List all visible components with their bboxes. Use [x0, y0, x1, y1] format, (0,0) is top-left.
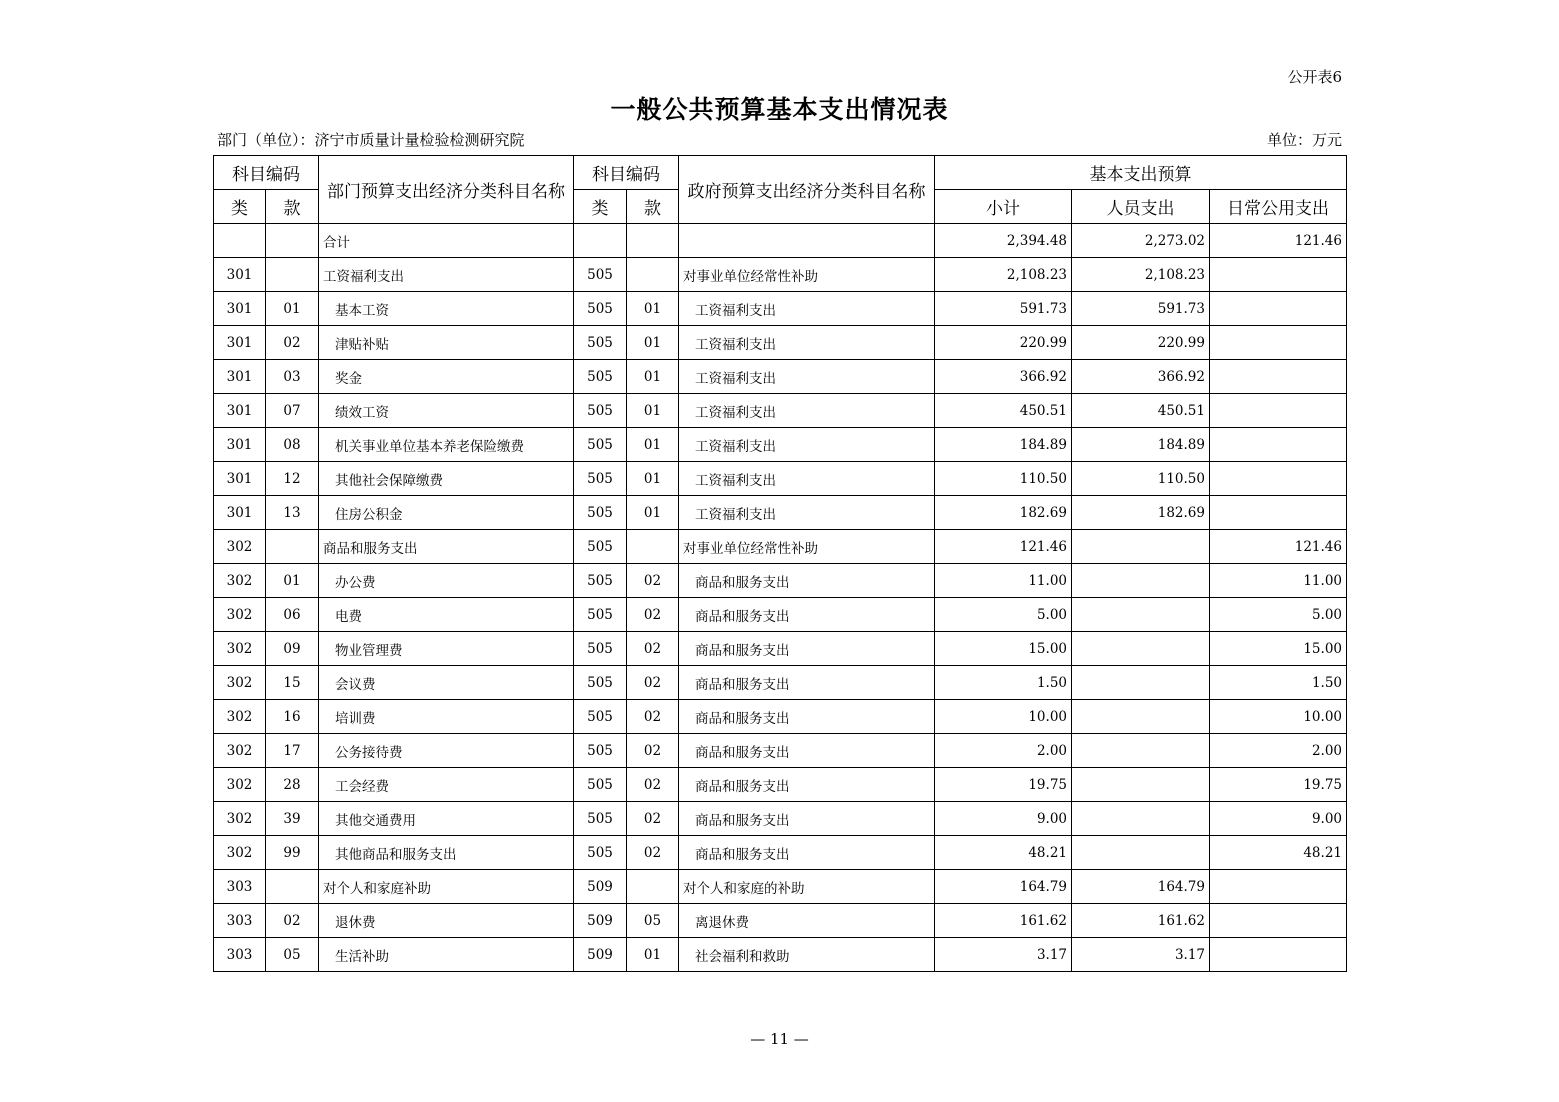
cell-item-2: 02: [627, 802, 679, 836]
cell-public: [1210, 292, 1347, 326]
cell-class-2: 505: [574, 258, 627, 292]
cell-item-2: [627, 224, 679, 258]
cell-subtotal: 15.00: [935, 632, 1072, 666]
cell-gov-name: 工资福利支出: [679, 462, 935, 496]
cell-public: 48.21: [1210, 836, 1347, 870]
table-row: [214, 462, 1347, 496]
cell-personnel: 3.17: [1072, 938, 1210, 972]
cell-class-1: 302: [214, 632, 266, 666]
cell-public: [1210, 938, 1347, 972]
table-row: [214, 802, 1347, 836]
cell-class-2: 505: [574, 292, 627, 326]
table-row: [214, 292, 1347, 326]
cell-class-2: 505: [574, 768, 627, 802]
cell-item-2: 01: [627, 394, 679, 428]
table-row: [214, 496, 1347, 530]
cell-personnel: 161.62: [1072, 904, 1210, 938]
table-row: [214, 836, 1347, 870]
cell-gov-name: 工资福利支出: [679, 292, 935, 326]
cell-dept-name: 奖金: [319, 360, 574, 394]
table-row: [214, 428, 1347, 462]
cell-personnel: 450.51: [1072, 394, 1210, 428]
cell-personnel: 164.79: [1072, 870, 1210, 904]
cell-dept-name: 工资福利支出: [319, 258, 574, 292]
cell-gov-name: 对个人和家庭的补助: [679, 870, 935, 904]
table-row: [214, 360, 1347, 394]
cell-item-2: 05: [627, 904, 679, 938]
cell-item-1: 28: [266, 768, 319, 802]
cell-dept-name: 商品和服务支出: [319, 530, 574, 564]
cell-public: 1.50: [1210, 666, 1347, 700]
cell-class-1: 303: [214, 904, 266, 938]
cell-dept-name: 办公费: [319, 564, 574, 598]
cell-dept-name: 机关事业单位基本养老保险缴费: [319, 428, 574, 462]
cell-item-1: 15: [266, 666, 319, 700]
cell-class-1: 302: [214, 666, 266, 700]
cell-class-1: 301: [214, 428, 266, 462]
cell-class-2: 505: [574, 632, 627, 666]
cell-dept-name: 会议费: [319, 666, 574, 700]
cell-class-1: 303: [214, 870, 266, 904]
table-number: 公开表6: [1287, 68, 1342, 86]
cell-item-2: [627, 258, 679, 292]
cell-personnel: [1072, 530, 1210, 564]
cell-class-1: 302: [214, 734, 266, 768]
cell-subtotal: 450.51: [935, 394, 1072, 428]
cell-class-1: 303: [214, 938, 266, 972]
table-row: [214, 598, 1347, 632]
cell-subtotal: 366.92: [935, 360, 1072, 394]
header-dept-name: 部门预算支出经济分类科目名称: [319, 156, 574, 224]
cell-class-2: 509: [574, 938, 627, 972]
cell-public: 11.00: [1210, 564, 1347, 598]
cell-class-1: [214, 224, 266, 258]
cell-item-2: 02: [627, 632, 679, 666]
cell-item-1: 03: [266, 360, 319, 394]
cell-item-2: 01: [627, 496, 679, 530]
cell-item-2: 02: [627, 836, 679, 870]
cell-gov-name: 离退休费: [679, 904, 935, 938]
cell-gov-name: 商品和服务支出: [679, 836, 935, 870]
header-subtotal: 小计: [935, 190, 1072, 224]
table-row: [214, 666, 1347, 700]
cell-subtotal: 220.99: [935, 326, 1072, 360]
cell-class-1: 302: [214, 564, 266, 598]
cell-dept-name: 退休费: [319, 904, 574, 938]
cell-dept-name: 其他商品和服务支出: [319, 836, 574, 870]
cell-personnel: [1072, 802, 1210, 836]
cell-gov-name: 工资福利支出: [679, 428, 935, 462]
cell-personnel: [1072, 734, 1210, 768]
cell-class-2: 505: [574, 802, 627, 836]
cell-item-2: [627, 870, 679, 904]
cell-dept-name: 合计: [319, 224, 574, 258]
cell-item-2: 02: [627, 768, 679, 802]
table-row: [214, 326, 1347, 360]
cell-dept-name: 工会经费: [319, 768, 574, 802]
cell-class-2: 509: [574, 870, 627, 904]
cell-personnel: 182.69: [1072, 496, 1210, 530]
cell-public: 10.00: [1210, 700, 1347, 734]
cell-item-2: 01: [627, 292, 679, 326]
cell-subtotal: 11.00: [935, 564, 1072, 598]
cell-class-1: 301: [214, 360, 266, 394]
header-personnel: 人员支出: [1072, 190, 1210, 224]
cell-subtotal: 3.17: [935, 938, 1072, 972]
cell-dept-name: 基本工资: [319, 292, 574, 326]
department-label: 部门（单位）：济宁市质量计量检验检测研究院: [217, 131, 525, 149]
cell-item-2: 02: [627, 734, 679, 768]
header-class-1: 类: [214, 190, 266, 224]
cell-personnel: [1072, 768, 1210, 802]
cell-gov-name: 对事业单位经常性补助: [679, 258, 935, 292]
cell-item-2: 01: [627, 938, 679, 972]
header-item-2: 款: [627, 190, 679, 224]
cell-subtotal: 591.73: [935, 292, 1072, 326]
cell-gov-name: 工资福利支出: [679, 394, 935, 428]
cell-class-1: 301: [214, 292, 266, 326]
header-public: 日常公用支出: [1210, 190, 1347, 224]
cell-item-1: 13: [266, 496, 319, 530]
cell-item-1: 01: [266, 564, 319, 598]
cell-personnel: [1072, 598, 1210, 632]
cell-gov-name: 商品和服务支出: [679, 564, 935, 598]
cell-item-2: 01: [627, 428, 679, 462]
cell-class-2: 505: [574, 394, 627, 428]
cell-dept-name: 其他交通费用: [319, 802, 574, 836]
cell-item-1: [266, 530, 319, 564]
cell-item-1: 06: [266, 598, 319, 632]
cell-item-2: 01: [627, 326, 679, 360]
cell-public: [1210, 496, 1347, 530]
cell-subtotal: 10.00: [935, 700, 1072, 734]
cell-public: [1210, 428, 1347, 462]
table-row: [214, 938, 1347, 972]
cell-public: 19.75: [1210, 768, 1347, 802]
cell-class-2: 505: [574, 462, 627, 496]
cell-dept-name: 对个人和家庭补助: [319, 870, 574, 904]
cell-item-2: 02: [627, 564, 679, 598]
cell-class-2: 505: [574, 530, 627, 564]
cell-gov-name: 工资福利支出: [679, 496, 935, 530]
cell-personnel: [1072, 666, 1210, 700]
cell-personnel: 366.92: [1072, 360, 1210, 394]
cell-class-1: 302: [214, 700, 266, 734]
cell-subtotal: 9.00: [935, 802, 1072, 836]
cell-public: 9.00: [1210, 802, 1347, 836]
cell-public: 15.00: [1210, 632, 1347, 666]
cell-class-2: 505: [574, 564, 627, 598]
cell-class-2: 505: [574, 700, 627, 734]
cell-class-1: 302: [214, 802, 266, 836]
table-row: [214, 632, 1347, 666]
cell-dept-name: 电费: [319, 598, 574, 632]
cell-item-2: [627, 530, 679, 564]
table-row: [214, 564, 1347, 598]
cell-class-2: 505: [574, 496, 627, 530]
cell-gov-name: 商品和服务支出: [679, 598, 935, 632]
cell-subtotal: 19.75: [935, 768, 1072, 802]
table-row: [214, 700, 1347, 734]
cell-dept-name: 培训费: [319, 700, 574, 734]
cell-class-1: 301: [214, 394, 266, 428]
cell-gov-name: 商品和服务支出: [679, 768, 935, 802]
cell-gov-name: [679, 224, 935, 258]
header-code-group-1: 科目编码: [214, 156, 319, 190]
cell-dept-name: 绩效工资: [319, 394, 574, 428]
cell-item-1: [266, 870, 319, 904]
header-basic-budget: 基本支出预算: [935, 156, 1347, 190]
cell-gov-name: 商品和服务支出: [679, 802, 935, 836]
header-code-group-2: 科目编码: [574, 156, 679, 190]
cell-public: 2.00: [1210, 734, 1347, 768]
table-body: [214, 224, 1347, 972]
cell-item-1: 16: [266, 700, 319, 734]
cell-subtotal: 110.50: [935, 462, 1072, 496]
cell-personnel: [1072, 836, 1210, 870]
cell-gov-name: 社会福利和救助: [679, 938, 935, 972]
cell-item-1: 02: [266, 904, 319, 938]
cell-item-1: [266, 258, 319, 292]
cell-dept-name: 生活补助: [319, 938, 574, 972]
cell-subtotal: 2,394.48: [935, 224, 1072, 258]
table-row: [214, 870, 1347, 904]
budget-table: [213, 155, 1347, 972]
cell-personnel: 184.89: [1072, 428, 1210, 462]
cell-public: [1210, 904, 1347, 938]
cell-item-1: 17: [266, 734, 319, 768]
cell-personnel: [1072, 632, 1210, 666]
cell-gov-name: 商品和服务支出: [679, 666, 935, 700]
cell-gov-name: 商品和服务支出: [679, 734, 935, 768]
table-row: [214, 224, 1347, 258]
cell-public: [1210, 360, 1347, 394]
table-row: [214, 768, 1347, 802]
cell-subtotal: 2.00: [935, 734, 1072, 768]
table-row: [214, 904, 1347, 938]
cell-class-2: 505: [574, 666, 627, 700]
cell-gov-name: 工资福利支出: [679, 326, 935, 360]
cell-public: [1210, 326, 1347, 360]
cell-class-1: 302: [214, 530, 266, 564]
cell-item-1: 02: [266, 326, 319, 360]
cell-item-1: 99: [266, 836, 319, 870]
cell-gov-name: 商品和服务支出: [679, 632, 935, 666]
cell-item-2: 02: [627, 700, 679, 734]
cell-personnel: [1072, 564, 1210, 598]
cell-subtotal: 182.69: [935, 496, 1072, 530]
cell-subtotal: 184.89: [935, 428, 1072, 462]
cell-subtotal: 2,108.23: [935, 258, 1072, 292]
cell-class-2: 505: [574, 326, 627, 360]
cell-class-1: 302: [214, 836, 266, 870]
cell-item-1: 08: [266, 428, 319, 462]
table-row: [214, 258, 1347, 292]
header-class-2: 类: [574, 190, 627, 224]
cell-item-1: 01: [266, 292, 319, 326]
cell-class-2: 505: [574, 598, 627, 632]
cell-class-1: 301: [214, 326, 266, 360]
cell-class-1: 301: [214, 258, 266, 292]
cell-item-1: 09: [266, 632, 319, 666]
cell-class-2: 509: [574, 904, 627, 938]
cell-class-2: 505: [574, 836, 627, 870]
cell-class-1: 301: [214, 462, 266, 496]
cell-subtotal: 1.50: [935, 666, 1072, 700]
cell-gov-name: 工资福利支出: [679, 360, 935, 394]
cell-class-1: 301: [214, 496, 266, 530]
cell-class-2: 505: [574, 734, 627, 768]
cell-subtotal: 48.21: [935, 836, 1072, 870]
cell-subtotal: 164.79: [935, 870, 1072, 904]
cell-dept-name: 津贴补贴: [319, 326, 574, 360]
cell-dept-name: 其他社会保障缴费: [319, 462, 574, 496]
cell-item-2: 02: [627, 598, 679, 632]
cell-item-2: 01: [627, 360, 679, 394]
cell-subtotal: 121.46: [935, 530, 1072, 564]
cell-public: [1210, 394, 1347, 428]
page-title: 一般公共预算基本支出情况表: [610, 95, 949, 124]
cell-class-2: [574, 224, 627, 258]
header-gov-name: 政府预算支出经济分类科目名称: [679, 156, 935, 224]
cell-subtotal: 5.00: [935, 598, 1072, 632]
cell-item-2: 01: [627, 462, 679, 496]
cell-public: [1210, 258, 1347, 292]
table-row: [214, 734, 1347, 768]
cell-class-2: 505: [574, 428, 627, 462]
cell-public: 121.46: [1210, 530, 1347, 564]
cell-item-1: 05: [266, 938, 319, 972]
cell-dept-name: 公务接待费: [319, 734, 574, 768]
cell-subtotal: 161.62: [935, 904, 1072, 938]
cell-public: 5.00: [1210, 598, 1347, 632]
cell-personnel: 2,273.02: [1072, 224, 1210, 258]
header-item-1: 款: [266, 190, 319, 224]
cell-dept-name: 住房公积金: [319, 496, 574, 530]
unit-label: 单位：万元: [1266, 131, 1342, 149]
cell-personnel: 591.73: [1072, 292, 1210, 326]
cell-item-1: 07: [266, 394, 319, 428]
cell-class-2: 505: [574, 360, 627, 394]
cell-personnel: 220.99: [1072, 326, 1210, 360]
cell-public: 121.46: [1210, 224, 1347, 258]
cell-public: [1210, 870, 1347, 904]
cell-personnel: 2,108.23: [1072, 258, 1210, 292]
cell-item-2: 02: [627, 666, 679, 700]
cell-item-1: 39: [266, 802, 319, 836]
cell-personnel: [1072, 700, 1210, 734]
cell-gov-name: 对事业单位经常性补助: [679, 530, 935, 564]
cell-dept-name: 物业管理费: [319, 632, 574, 666]
table-row: [214, 530, 1347, 564]
cell-item-1: [266, 224, 319, 258]
page-number: — 11 —: [750, 1030, 809, 1048]
cell-gov-name: 商品和服务支出: [679, 700, 935, 734]
cell-item-1: 12: [266, 462, 319, 496]
cell-public: [1210, 462, 1347, 496]
table-row: [214, 394, 1347, 428]
cell-class-1: 302: [214, 768, 266, 802]
cell-personnel: 110.50: [1072, 462, 1210, 496]
cell-class-1: 302: [214, 598, 266, 632]
